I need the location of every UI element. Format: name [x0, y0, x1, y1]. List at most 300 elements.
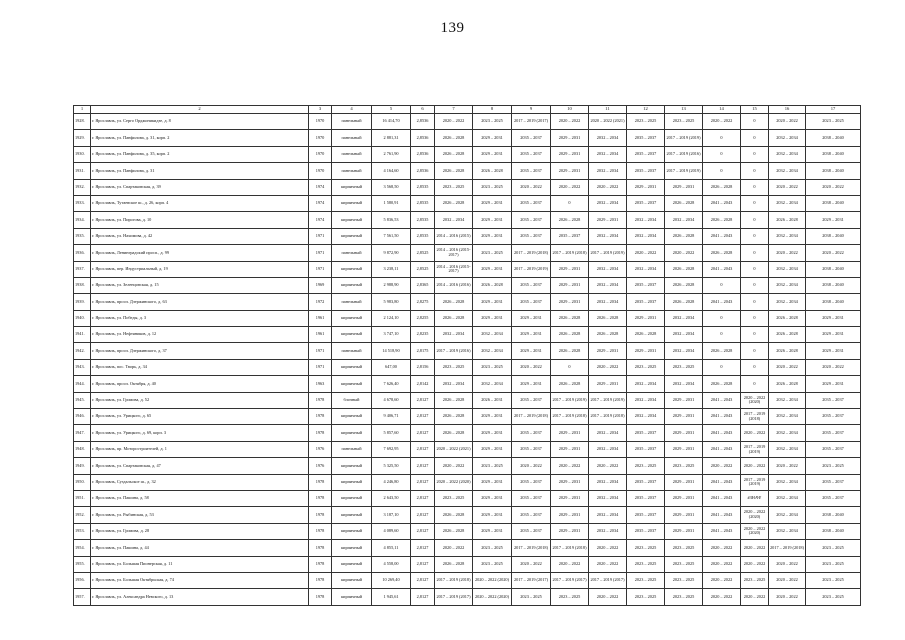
table-cell: 2023 – 2025	[806, 114, 861, 130]
table-cell: 2026 – 2028	[589, 310, 627, 326]
table-cell: 2020 – 2022	[769, 556, 806, 572]
table-cell: 2029 – 2031	[665, 179, 703, 195]
table-cell: 2026 – 2028	[703, 376, 741, 392]
table-cell: 2035 – 2037	[806, 474, 861, 490]
table-cell: 2029 – 2031	[473, 261, 512, 277]
table-cell: кирпичный	[332, 327, 372, 343]
table-cell: 2032 – 2034	[769, 392, 806, 408]
table-cell: 2023 – 2025	[806, 540, 861, 556]
table-cell: 2038 – 2040	[806, 163, 861, 179]
table-cell: 2029 – 2031	[473, 507, 512, 523]
table-cell: 2032 – 2034	[769, 277, 806, 293]
column-number-row	[74, 106, 861, 114]
table-cell: панельный	[332, 245, 372, 261]
table-cell: 2026 – 2028	[435, 409, 473, 425]
table-cell: 2032 – 2034	[769, 146, 806, 162]
table-cell: 2026 – 2028	[665, 277, 703, 293]
table-cell: 2020 – 2022	[769, 589, 806, 605]
table-cell: кирпичный	[332, 490, 372, 506]
table-cell: 2020 – 2022	[665, 245, 703, 261]
table-cell: 2026 – 2028	[551, 343, 589, 359]
table-cell: 2029 – 2031	[551, 146, 589, 162]
table-cell: 2017 – 2019 (2017)	[512, 114, 551, 130]
table-cell: 2032 – 2034	[627, 409, 665, 425]
table-cell: 2020 – 2022	[769, 245, 806, 261]
table-cell: 2017 – 2019 (2018)	[589, 409, 627, 425]
table-cell: 2017 – 2019 (2019)	[741, 441, 769, 457]
row-number: 1940.	[74, 310, 91, 326]
table-cell: 2029 – 2031	[512, 310, 551, 326]
table-cell: 2035 – 2037	[627, 146, 665, 162]
table-cell: 2014 – 2016 (2015)	[435, 228, 473, 244]
table-cell: 2023 – 2025	[473, 540, 512, 556]
table-cell: 2029 – 2031	[473, 474, 512, 490]
table-cell: 2023 – 2025	[806, 572, 861, 588]
table-cell: 2026 – 2028	[665, 195, 703, 211]
table-cell: 2026 – 2028	[703, 179, 741, 195]
table-cell: 2032 – 2034	[589, 277, 627, 293]
table-cell: 1970	[309, 130, 332, 146]
row-number: 1939.	[74, 294, 91, 310]
table-cell: 2035 – 2037	[627, 425, 665, 441]
table-cell: 2020 – 2022	[589, 458, 627, 474]
table-cell: 2023 – 2025	[627, 359, 665, 375]
table-cell: 2032 – 2034	[589, 490, 627, 506]
table-cell: 2029 – 2031	[589, 376, 627, 392]
table-cell: 1976	[309, 458, 332, 474]
table-cell: 2023 – 2025	[665, 589, 703, 605]
table-cell: 1971	[309, 228, 332, 244]
table-cell: 2035 – 2037	[512, 163, 551, 179]
table-cell: 2035 – 2037	[627, 130, 665, 146]
address-cell: г. Ярославль, ул. Александра Невского, д. 13	[91, 589, 309, 605]
table-cell: 0	[741, 130, 769, 146]
table-cell: 2020 – 2022	[589, 359, 627, 375]
table-cell: 2029 – 2031	[806, 310, 861, 326]
row-number: 1943.	[74, 359, 91, 375]
table-cell: 2032 – 2034	[473, 327, 512, 343]
table-cell: 2 881,31	[372, 130, 411, 146]
table-cell: 2020 – 2022 (2021)	[589, 114, 627, 130]
table-cell: 2032 – 2034	[627, 212, 665, 228]
table-row	[74, 179, 861, 195]
table-cell: 1971	[309, 343, 332, 359]
table-cell: 2032 – 2034	[473, 376, 512, 392]
table-cell: 2029 – 2031	[551, 425, 589, 441]
table-cell: 2,8365	[411, 277, 435, 293]
table-cell: 2032 – 2034	[769, 474, 806, 490]
table-cell: 2032 – 2034	[589, 441, 627, 457]
table-cell: 2026 – 2028	[551, 376, 589, 392]
table-cell: 2017 – 2019 (2018)	[551, 540, 589, 556]
table-cell: 2023 – 2025	[473, 359, 512, 375]
address-cell: г. Ярославль, просп. Дзержинского, д. 63	[91, 294, 309, 310]
table-cell: 2041 – 2043	[703, 523, 741, 539]
table-cell: 2032 – 2034	[769, 425, 806, 441]
table-cell: 1978	[309, 589, 332, 605]
table-cell: 4 089,60	[372, 523, 411, 539]
address-cell: г. Ярославль, ул. Пирогова, д. 10	[91, 212, 309, 228]
table-cell: 2017 – 2019 (2019)	[589, 392, 627, 408]
table-cell: 2020 – 2022	[589, 540, 627, 556]
table-cell: 9 406,71	[372, 409, 411, 425]
table-cell: 0	[741, 179, 769, 195]
address-cell: г. Ярославль, ул. Нефтяников, д. 12	[91, 327, 309, 343]
table-cell: 2032 – 2034	[589, 146, 627, 162]
table-cell: 2020 – 2022	[741, 425, 769, 441]
table-cell: 2035 – 2037	[512, 490, 551, 506]
table-cell: кирпичный	[332, 589, 372, 605]
address-cell: г. Ярославль, ул. Победы, д. 3	[91, 310, 309, 326]
table-cell: 2,8535	[411, 195, 435, 211]
table-cell: 1978	[309, 507, 332, 523]
table-cell: 2020 – 2022	[741, 458, 769, 474]
row-number: 1933.	[74, 195, 91, 211]
table-cell: 2,8535	[411, 228, 435, 244]
table-row	[74, 458, 861, 474]
table-cell: 2020 – 2022	[589, 556, 627, 572]
table-cell: 2,8127	[411, 507, 435, 523]
table-cell: 2,8275	[411, 294, 435, 310]
table-cell: 2032 – 2034	[627, 228, 665, 244]
table-cell: 2020 – 2022	[703, 114, 741, 130]
table-cell: 2020 – 2022	[703, 572, 741, 588]
table-cell: 2026 – 2028	[473, 163, 512, 179]
address-cell: г. Ярославль, ул. Зеленцовская, д. 15	[91, 277, 309, 293]
table-cell: 1978	[309, 556, 332, 572]
table-cell: 2026 – 2028	[703, 212, 741, 228]
table-cell: 2029 – 2031	[551, 163, 589, 179]
table-cell: 2023 – 2025	[806, 589, 861, 605]
page-number: 139	[440, 20, 465, 36]
address-cell: г. Ярославль, ул. Панфилова, д. 31	[91, 163, 309, 179]
table-cell: 2020 – 2022	[769, 114, 806, 130]
column-number: 15	[741, 106, 769, 114]
table-cell: 2020 – 2022	[435, 540, 473, 556]
table-cell: 0	[741, 359, 769, 375]
table-cell: 2,8235	[411, 327, 435, 343]
table-cell: 2032 – 2034	[769, 490, 806, 506]
table-cell: 2017 – 2019 (2018)	[741, 409, 769, 425]
table-cell: панельный	[332, 343, 372, 359]
column-number: 16	[769, 106, 806, 114]
table-cell: кирпичный	[332, 409, 372, 425]
table-cell: 5 325,50	[372, 458, 411, 474]
table-cell: блочный	[332, 392, 372, 408]
table-cell: 2026 – 2028	[769, 376, 806, 392]
table-cell: 2,8127	[411, 556, 435, 572]
address-cell: г. Ярославль, просп. Октября, д. 40	[91, 376, 309, 392]
table-cell: 2035 – 2037	[627, 507, 665, 523]
table-cell: 4 164,60	[372, 163, 411, 179]
table-cell: 2038 – 2040	[806, 146, 861, 162]
table-cell: 2017 – 2019 (2019)	[741, 474, 769, 490]
table-row	[74, 327, 861, 343]
table-row	[74, 556, 861, 572]
table-cell: 2041 – 2043	[703, 474, 741, 490]
table-row	[74, 212, 861, 228]
table-cell: 2026 – 2028	[589, 327, 627, 343]
column-number: 5	[372, 106, 411, 114]
table-cell: 2023 – 2025	[551, 589, 589, 605]
table-cell: 2029 – 2031	[512, 376, 551, 392]
table-cell: 2017 – 2019 (2019)	[665, 130, 703, 146]
table-cell: 2041 – 2043	[703, 392, 741, 408]
table-cell: 2029 – 2031	[551, 490, 589, 506]
table-cell: 5 836,53	[372, 212, 411, 228]
table-cell: 2017 – 2019 (2017)	[589, 572, 627, 588]
table-cell: 2020 – 2022	[435, 114, 473, 130]
table-cell: 2026 – 2028	[435, 507, 473, 523]
row-number: 1928.	[74, 114, 91, 130]
table-row	[74, 507, 861, 523]
row-number: 1931.	[74, 163, 91, 179]
table-cell: 2026 – 2028	[435, 130, 473, 146]
table-cell: 647,00	[372, 359, 411, 375]
table-cell: 2029 – 2031	[473, 146, 512, 162]
column-number: 3	[309, 106, 332, 114]
table-cell: 2023 – 2025	[435, 359, 473, 375]
table-cell: 2017 – 2019 (2019)	[512, 261, 551, 277]
address-cell: г. Ярославль, пер. Индустриальный, д. 19	[91, 261, 309, 277]
table-cell: 2020 – 2022	[512, 179, 551, 195]
table-cell: 2029 – 2031	[589, 343, 627, 359]
table-cell: 2,8535	[411, 179, 435, 195]
table-cell: кирпичный	[332, 376, 372, 392]
table-cell: 2029 – 2031	[551, 441, 589, 457]
address-cell: г. Ярославль, Тутаевское ш., д. 26, корп. 4	[91, 195, 309, 211]
row-number: 1952.	[74, 507, 91, 523]
table-cell: панельный	[332, 294, 372, 310]
table-cell: кирпичный	[332, 212, 372, 228]
table-cell: #ЗНАЧ!	[741, 490, 769, 506]
table-cell: 2,8127	[411, 589, 435, 605]
table-cell: 2014 – 2016 (2015-2017)	[435, 245, 473, 261]
table-cell: 0	[741, 195, 769, 211]
table-cell: 2023 – 2025	[473, 114, 512, 130]
table-row	[74, 310, 861, 326]
table-cell: 2032 – 2034	[435, 376, 473, 392]
table-cell: 2035 – 2037	[627, 474, 665, 490]
table-cell: 2026 – 2028	[435, 294, 473, 310]
table-cell: 2032 – 2034	[589, 228, 627, 244]
address-cell: г. Ярославль, ул. Громова, д. 52	[91, 392, 309, 408]
table-row	[74, 376, 861, 392]
table-cell: 2020 – 2022	[551, 179, 589, 195]
table-cell: 2020 – 2022	[512, 359, 551, 375]
table-cell: 2035 – 2037	[551, 228, 589, 244]
table-row	[74, 359, 861, 375]
table-cell: 2026 – 2028	[435, 425, 473, 441]
row-number: 1950.	[74, 474, 91, 490]
table-cell: 4 678,60	[372, 392, 411, 408]
table-cell: 2020 – 2022	[551, 458, 589, 474]
table-cell: 1978	[309, 409, 332, 425]
table-cell: 9 872,90	[372, 245, 411, 261]
table-cell: 2041 – 2043	[703, 294, 741, 310]
table-cell: 1978	[309, 540, 332, 556]
table-row	[74, 392, 861, 408]
table-cell: 2032 – 2034	[665, 212, 703, 228]
table-cell: 2029 – 2031	[473, 310, 512, 326]
row-number: 1942.	[74, 343, 91, 359]
row-number: 1929.	[74, 130, 91, 146]
table-cell: кирпичный	[332, 261, 372, 277]
table-cell: 2035 – 2037	[512, 277, 551, 293]
table-cell: 2029 – 2031	[473, 195, 512, 211]
table-cell: 0	[703, 310, 741, 326]
table-cell: 2020 – 2022	[551, 556, 589, 572]
address-cell: г. Ярославль, ул. Панфилова, д. 31, корп. 2	[91, 130, 309, 146]
table-cell: 2020 – 2022	[741, 540, 769, 556]
table-cell: 0	[741, 310, 769, 326]
table-cell: кирпичный	[332, 556, 372, 572]
table-cell: 1969	[309, 277, 332, 293]
column-number: 13	[665, 106, 703, 114]
table-cell: панельный	[332, 146, 372, 162]
table-cell: 2026 – 2028	[435, 310, 473, 326]
table-row	[74, 490, 861, 506]
table-cell: 3 568,50	[372, 179, 411, 195]
table-cell: 2038 – 2040	[806, 195, 861, 211]
table-cell: 0	[703, 130, 741, 146]
row-number: 1953.	[74, 523, 91, 539]
table-cell: 2035 – 2037	[512, 294, 551, 310]
table-cell: 1 945,61	[372, 589, 411, 605]
table-cell: 2023 – 2025	[665, 114, 703, 130]
table-cell: 2029 – 2031	[473, 425, 512, 441]
table-cell: 2014 – 2016 (2015-2017)	[435, 261, 473, 277]
table-cell: 2032 – 2034	[769, 409, 806, 425]
table-cell: 2020 – 2022	[512, 556, 551, 572]
table-cell: 2,8142	[411, 376, 435, 392]
table-cell: 2032 – 2034	[769, 130, 806, 146]
table-cell: 2023 – 2025	[512, 589, 551, 605]
table-cell: 2038 – 2040	[806, 228, 861, 244]
table-cell: 2017 – 2019 (2016)	[435, 343, 473, 359]
table-cell: 2032 – 2034	[627, 376, 665, 392]
table-cell: 2041 – 2043	[703, 490, 741, 506]
address-cell: г. Ярославль, ул. Урицкого, д. 65	[91, 409, 309, 425]
table-cell: 2,8175	[411, 343, 435, 359]
table-cell: 1978	[309, 572, 332, 588]
table-cell: 2032 – 2034	[435, 212, 473, 228]
row-number: 1948.	[74, 441, 91, 457]
table-cell: 2023 – 2025	[473, 245, 512, 261]
table-cell: 1970	[309, 114, 332, 130]
table-cell: 10 269,40	[372, 572, 411, 588]
column-number: 14	[703, 106, 741, 114]
table-cell: 2032 – 2034	[435, 327, 473, 343]
table-cell: 2029 – 2031	[665, 392, 703, 408]
table-cell: 2,8156	[411, 359, 435, 375]
table-row	[74, 146, 861, 162]
table-cell: 2026 – 2028	[665, 228, 703, 244]
table-cell: 2032 – 2034	[473, 343, 512, 359]
table-cell: панельный	[332, 114, 372, 130]
table-cell: 2035 – 2037	[512, 507, 551, 523]
table-cell: 2029 – 2031	[473, 441, 512, 457]
table-cell: 2032 – 2034	[769, 195, 806, 211]
table-cell: 2020 – 2022	[806, 179, 861, 195]
table-cell: 2,8127	[411, 441, 435, 457]
table-cell: 2026 – 2028	[665, 294, 703, 310]
address-cell: г. Ярославль, ул. Спартаковская, д. 39	[91, 179, 309, 195]
table-cell: 2029 – 2031	[551, 130, 589, 146]
table-cell: 3 238,11	[372, 261, 411, 277]
table-cell: 2026 – 2028	[473, 277, 512, 293]
table-cell: 2020 – 2022	[769, 359, 806, 375]
table-cell: кирпичный	[332, 572, 372, 588]
table-row	[74, 195, 861, 211]
table-row	[74, 228, 861, 244]
table-cell: 2032 – 2034	[769, 294, 806, 310]
table-cell: 0	[741, 277, 769, 293]
table-cell: 2023 – 2025	[627, 589, 665, 605]
table-cell: 2026 – 2028	[551, 212, 589, 228]
table-cell: 1976	[309, 441, 332, 457]
table-cell: кирпичный	[332, 474, 372, 490]
address-cell: г. Ярославль, ул. Нахимова, д. 42	[91, 228, 309, 244]
table-cell: 0	[703, 277, 741, 293]
table-cell: 2029 – 2031	[473, 212, 512, 228]
table-cell: 2029 – 2031	[473, 490, 512, 506]
table-cell: 2017 – 2019 (2017)	[551, 572, 589, 588]
table-row	[74, 245, 861, 261]
table-cell: 2026 – 2028	[435, 556, 473, 572]
column-number: 7	[435, 106, 473, 114]
table-cell: 2029 – 2031	[806, 343, 861, 359]
table-row	[74, 130, 861, 146]
row-number: 1945.	[74, 392, 91, 408]
address-cell: г. Ярославль, ул. Спартаковская, д. 47	[91, 458, 309, 474]
table-cell: 2038 – 2040	[806, 277, 861, 293]
row-number: 1937.	[74, 261, 91, 277]
table-row	[74, 277, 861, 293]
table-cell: 2020 – 2022	[703, 589, 741, 605]
table-cell: 2020 – 2022	[741, 589, 769, 605]
table-cell: 2026 – 2028	[769, 327, 806, 343]
table-cell: 2020 – 2022 (2020)	[435, 474, 473, 490]
table-cell: 2026 – 2028	[435, 195, 473, 211]
table-cell: 2,8127	[411, 490, 435, 506]
table-cell: 2041 – 2043	[703, 261, 741, 277]
table-cell: 2032 – 2034	[589, 474, 627, 490]
table-cell: панельный	[332, 163, 372, 179]
table-row	[74, 261, 861, 277]
table-cell: 2029 – 2031	[627, 179, 665, 195]
table-cell: 2032 – 2034	[589, 294, 627, 310]
address-cell: г. Ярославль, ул. Урицкого, д. 69, корп. 3	[91, 425, 309, 441]
table-cell: 7 561,50	[372, 228, 411, 244]
table-cell: 0	[741, 163, 769, 179]
table-cell: 2 988,90	[372, 277, 411, 293]
table-cell: 2026 – 2031	[473, 392, 512, 408]
row-number: 1938.	[74, 277, 91, 293]
table-cell: 4 246,80	[372, 474, 411, 490]
table-cell: 2017 – 2019 (2018)	[435, 572, 473, 588]
table-cell: 2,8127	[411, 425, 435, 441]
table-cell: 1978	[309, 425, 332, 441]
table-cell: 2035 – 2037	[512, 425, 551, 441]
table-cell: 2,8127	[411, 572, 435, 588]
address-cell: г. Ярославль, Суздальское ш., д. 32	[91, 474, 309, 490]
column-number: 2	[91, 106, 309, 114]
table-cell: 2035 – 2037	[806, 425, 861, 441]
table-cell: 2017 – 2019 (2018)	[512, 245, 551, 261]
table-cell: 2020 – 2022	[741, 556, 769, 572]
table-cell: 2026 – 2028	[703, 245, 741, 261]
